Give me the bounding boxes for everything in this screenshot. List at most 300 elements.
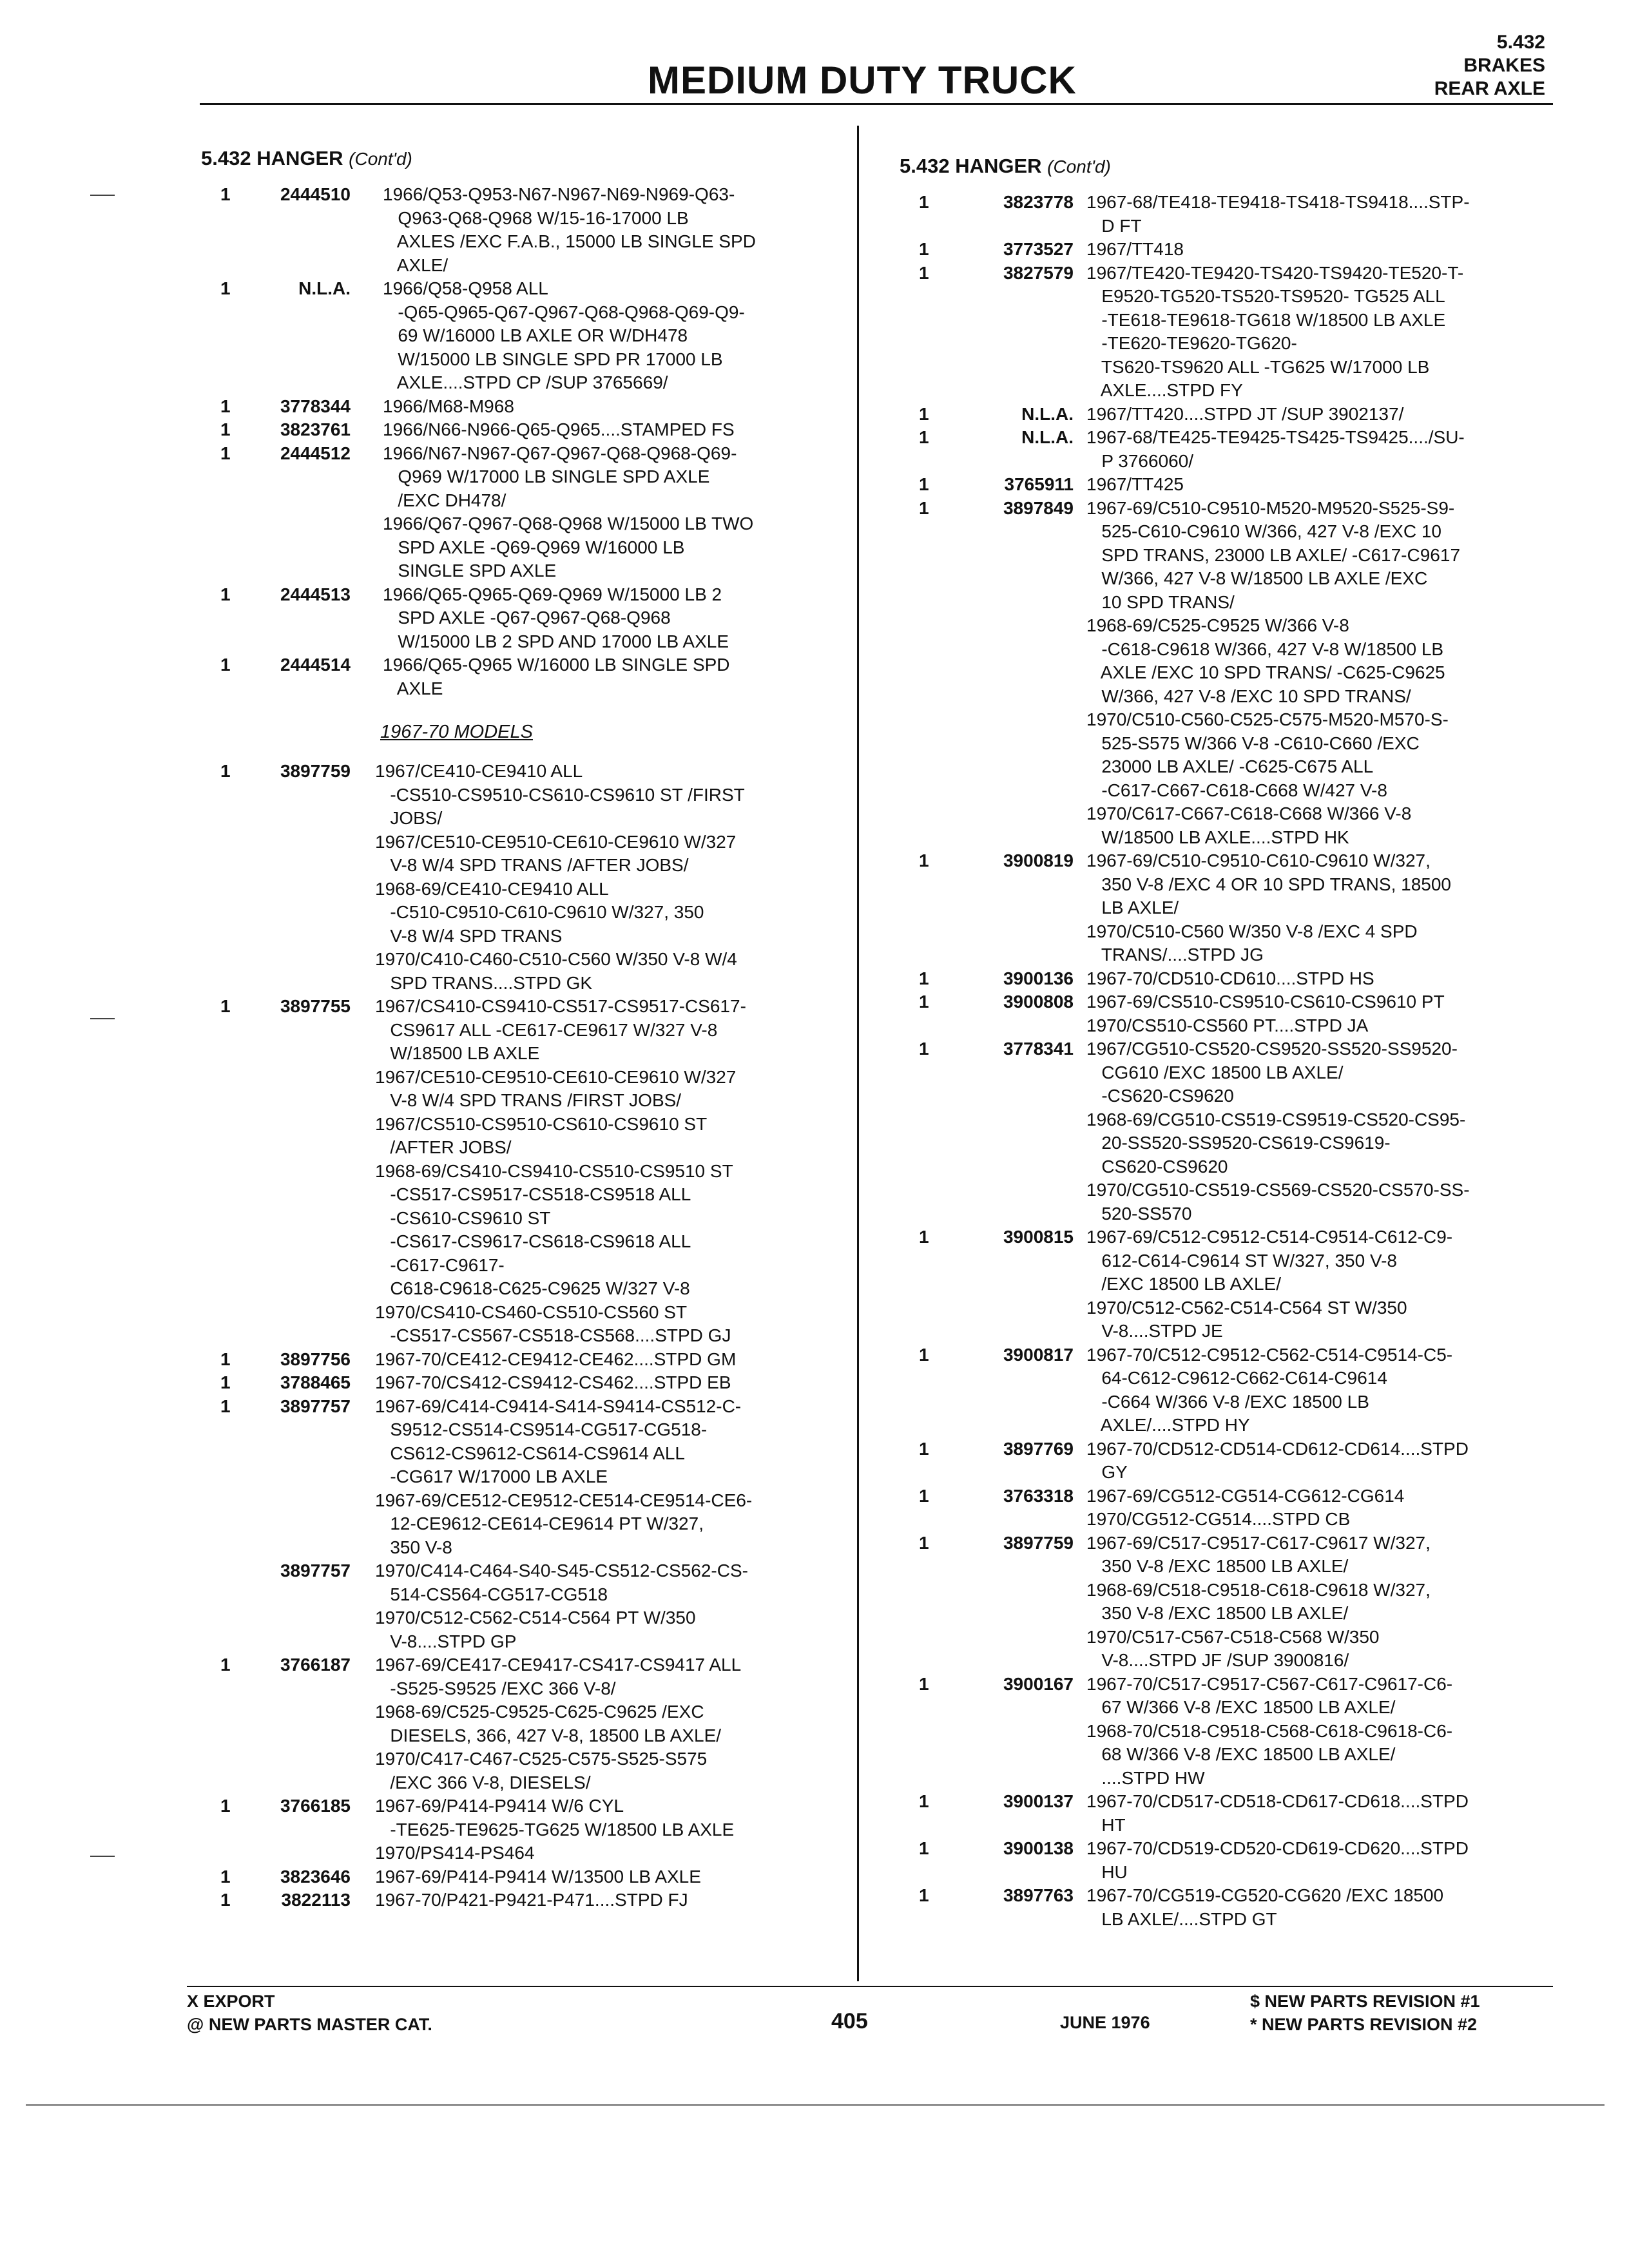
left-parts-list-a (201, 183, 845, 700)
application-line: CS620-CS9620 (1086, 1156, 1228, 1177)
margin-mark (90, 1856, 115, 1857)
part-application (1086, 1343, 1563, 1437)
part-application (1086, 1437, 1563, 1485)
legend-revision-1: $ NEW PARTS REVISION #1 (1250, 1992, 1480, 2011)
models-subheading-text: 1967-70 MODELS (380, 722, 533, 742)
part-qty: 1 (220, 419, 231, 439)
application-line: 1970/C510-C560 W/350 V-8 /EXC 4 SPD (1086, 921, 1418, 941)
application-line: 69 W/16000 LB AXLE OR W/DH478 (383, 325, 688, 345)
left-heading-cont: (Cont'd) (349, 149, 412, 169)
application-line: 1967-70/C512-C9512-C562-C514-C9514-C5- (1086, 1344, 1453, 1365)
part-application (1086, 1790, 1563, 1837)
part-application (383, 583, 845, 654)
legend-revision-2: * NEW PARTS REVISION #2 (1250, 2015, 1478, 2034)
application-line: 1967-69/CE417-CE9417-CS417-CS9417 ALL (375, 1655, 742, 1675)
part-qty: 1 (220, 1796, 231, 1816)
legend-left (187, 1990, 432, 2036)
application-line: 1966/Q58-Q958 ALL (383, 278, 548, 298)
application-line: /EXC 366 V-8, DIESELS/ (375, 1772, 591, 1792)
application-line: GY (1086, 1462, 1128, 1482)
application-line: 1967-69/P414-P9414 W/13500 LB AXLE (375, 1866, 701, 1887)
bottom-rule (26, 2104, 1605, 2106)
application-line: /EXC DH478/ (383, 490, 506, 510)
part-number: 3763318 (1003, 1485, 1074, 1506)
application-line: SPD TRANS....STPD GK (375, 972, 593, 993)
part-entry (201, 995, 845, 1348)
application-line: 1967/CE410-CE9410 ALL (375, 761, 583, 781)
footer-rule (187, 1986, 1553, 1987)
part-application (383, 395, 845, 419)
application-line: 1967-69/C414-C9414-S414-S9414-CS512-C- (375, 1396, 742, 1416)
application-line: 12-CE9612-CE614-CE9614 PT W/327, (375, 1514, 704, 1533)
application-line: 1970/CS410-CS460-CS510-CS560 ST (375, 1302, 688, 1322)
part-number: 3897763 (1003, 1885, 1074, 1905)
application-line: 1966/Q67-Q967-Q68-Q968 W/15000 LB TWO (383, 514, 754, 533)
application-line: 20-SS520-SS9520-CS619-CS9619- (1086, 1133, 1391, 1153)
section-number: 5.432 (1496, 32, 1545, 53)
section-subgroup: REAR AXLE (1434, 78, 1545, 99)
revision-date: JUNE 1976 (1060, 2013, 1150, 2032)
application-line: 1970/C414-C464-S40-S45-CS512-CS562-CS- (375, 1561, 748, 1581)
application-line: -C617-C667-C618-C668 W/427 V-8 (1086, 780, 1387, 800)
part-application (383, 653, 845, 700)
part-qty: 1 (919, 427, 929, 447)
part-number: 3897755 (280, 996, 351, 1016)
application-line: 1967-69/CE512-CE9512-CE514-CE9514-CE6- (375, 1490, 753, 1510)
part-entry (900, 1837, 1563, 1884)
application-line: 1967/CE510-CE9510-CE610-CE9610 W/327 (375, 831, 737, 852)
application-line: 1970/C517-C567-C518-C568 W/350 (1086, 1626, 1380, 1647)
part-entry (900, 1225, 1563, 1343)
application-line: 350 V-8 (375, 1537, 452, 1557)
part-entry (900, 238, 1563, 262)
part-entry (201, 1371, 845, 1395)
application-line: 1967-70/CG519-CG520-CG620 /EXC 18500 (1086, 1885, 1444, 1905)
application-line: AXLE/....STPD HY (1086, 1415, 1250, 1435)
part-entry (900, 1790, 1563, 1837)
part-entry (900, 403, 1563, 427)
legend-master-cat: @ NEW PARTS MASTER CAT. (187, 2015, 432, 2034)
application-line: 10 SPD TRANS/ (1086, 591, 1235, 612)
application-line: -CS517-CS9517-CS518-CS9518 ALL (375, 1184, 691, 1204)
application-line: V-8....STPD GP (375, 1631, 517, 1651)
part-qty: 1 (919, 1485, 929, 1506)
application-line: -C618-C9618 W/366, 427 V-8 W/18500 LB (1086, 639, 1444, 659)
application-line: W/15000 LB 2 SPD AND 17000 LB AXLE (383, 631, 729, 651)
application-line: 1967/CS410-CS9410-CS517-CS9517-CS617- (375, 996, 746, 1016)
application-line: 68 W/366 V-8 /EXC 18500 LB AXLE/ (1086, 1744, 1396, 1764)
application-line: V-8 W/4 SPD TRANS (375, 925, 563, 946)
part-application (1086, 497, 1563, 850)
part-entry (201, 183, 845, 277)
application-line: AXLE/ (383, 255, 448, 275)
part-qty: 1 (919, 1673, 929, 1694)
application-line: W/18500 LB AXLE (375, 1043, 540, 1063)
part-number: 2444514 (280, 655, 351, 675)
application-line: P 3766060/ (1086, 450, 1194, 471)
part-application (1086, 473, 1563, 497)
legend-right (1250, 1990, 1480, 2036)
part-qty: 1 (220, 278, 231, 298)
left-column (201, 147, 845, 1912)
part-qty: 1 (220, 996, 231, 1016)
part-qty: 1 (220, 584, 231, 604)
part-number: 3827579 (1003, 262, 1074, 283)
part-entry (900, 1037, 1563, 1225)
application-line: SPD TRANS, 23000 LB AXLE/ -C617-C9617 (1086, 544, 1461, 565)
application-line: -TE618-TE9618-TG618 W/18500 LB AXLE (1086, 309, 1446, 330)
application-line: 64-C612-C9612-C662-C614-C9614 (1086, 1368, 1387, 1388)
part-number: 3778344 (280, 396, 351, 416)
part-qty: 1 (220, 761, 231, 781)
part-application (1086, 1837, 1563, 1884)
application-line: C618-C9618-C625-C9625 W/327 V-8 (375, 1278, 690, 1298)
application-line: 1968-70/C518-C9518-C568-C618-C9618-C6- (1086, 1720, 1453, 1741)
application-line: -C510-C9510-C610-C9610 W/327, 350 (375, 902, 704, 922)
part-application (375, 1348, 845, 1372)
part-number: 3897849 (1003, 497, 1074, 518)
application-line: 514-CS564-CG517-CG518 (375, 1584, 608, 1604)
application-line: V-8 W/4 SPD TRANS /AFTER JOBS/ (375, 855, 689, 875)
application-line: 1968-69/C525-C9525 W/366 V-8 (1086, 615, 1349, 635)
models-subheading (201, 713, 845, 751)
application-line: 1970/PS414-PS464 (375, 1843, 535, 1863)
application-line: 1970/C417-C467-C525-C575-S525-S575 (375, 1749, 708, 1769)
part-qty: 1 (220, 655, 231, 675)
part-qty: 1 (220, 1372, 231, 1392)
part-number: 3900138 (1003, 1838, 1074, 1858)
application-line: 1967-70/CE412-CE9412-CE462....STPD GM (375, 1349, 737, 1369)
application-line: 1967-70/CD510-CD610....STPD HS (1086, 968, 1374, 988)
part-application (375, 760, 845, 995)
application-line: W/366, 427 V-8 W/18500 LB AXLE /EXC (1086, 568, 1428, 588)
application-line: /AFTER JOBS/ (375, 1137, 512, 1157)
part-entry (201, 653, 845, 700)
application-line: SPD AXLE -Q67-Q967-Q68-Q968 (383, 608, 671, 628)
application-line: AXLE....STPD CP /SUP 3765669/ (383, 372, 668, 392)
margin-mark (90, 1018, 115, 1019)
application-line: 1968-69/CE410-CE9410 ALL (375, 878, 609, 899)
part-qty: 1 (919, 1838, 929, 1858)
application-line: AXLE....STPD FY (1086, 380, 1243, 400)
application-line: 1967/CS510-CS9510-CS610-CS9610 ST (375, 1113, 708, 1134)
part-entry (900, 1437, 1563, 1485)
part-application (1086, 1532, 1563, 1673)
application-line: 1966/N66-N966-Q65-Q965....STAMPED FS (383, 419, 735, 439)
application-line: V-8....STPD JE (1086, 1321, 1223, 1341)
part-qty: 1 (220, 1349, 231, 1369)
application-line: -C664 W/366 V-8 /EXC 18500 LB (1086, 1391, 1369, 1412)
application-line: 1967/CG510-CS520-CS9520-SS520-SS9520- (1086, 1039, 1458, 1059)
part-entry (900, 1485, 1563, 1532)
application-line: 1967-70/CD519-CD520-CD619-CD620....STPD (1086, 1838, 1469, 1858)
right-heading-text: 5.432 HANGER (900, 155, 1042, 177)
part-number: 3897769 (1003, 1438, 1074, 1459)
part-number: 3900136 (1003, 968, 1074, 988)
part-number: 3900167 (1003, 1673, 1074, 1694)
application-line: 67 W/366 V-8 /EXC 18500 LB AXLE/ (1086, 1697, 1396, 1717)
column-divider (857, 126, 859, 1981)
application-line: LB AXLE/....STPD GT (1086, 1908, 1277, 1929)
application-line: 1970/C410-C460-C510-C560 W/350 V-8 W/4 (375, 949, 737, 969)
application-line: 1966/Q65-Q965-Q69-Q969 W/15000 LB 2 (383, 584, 722, 604)
application-line: 1968-69/C518-C9518-C618-C9618 W/327, (1086, 1579, 1431, 1600)
part-entry (201, 1559, 845, 1653)
part-qty: 1 (919, 1885, 929, 1905)
application-line: 1967-69/C510-C9510-C610-C9610 W/327, (1086, 850, 1431, 870)
part-number: N.L.A. (1021, 427, 1074, 447)
application-line: TS620-TS9620 ALL -TG625 W/17000 LB (1086, 356, 1430, 377)
part-application (1086, 262, 1563, 403)
part-entry (900, 473, 1563, 497)
part-application (1086, 426, 1563, 473)
part-entry (201, 1888, 845, 1912)
part-number: 3765911 (1004, 474, 1074, 494)
section-label (1434, 31, 1545, 101)
part-entry (201, 1653, 845, 1794)
part-entry (900, 1532, 1563, 1673)
application-line: Q963-Q68-Q968 W/15-16-17000 LB (383, 207, 689, 228)
application-line: 1967-68/TE418-TE9418-TS418-TS9418....STP- (1086, 192, 1470, 212)
application-line: 1967-69/CS510-CS9510-CS610-CS9610 PT (1086, 992, 1445, 1012)
part-qty: 1 (220, 396, 231, 416)
part-qty: 1 (919, 992, 929, 1012)
part-entry (900, 849, 1563, 967)
part-qty: 1 (220, 443, 231, 463)
part-application (383, 442, 845, 583)
application-line: LB AXLE/ (1086, 898, 1179, 918)
application-line: ....STPD HW (1086, 1767, 1205, 1788)
application-line: -CS620-CS9620 (1086, 1086, 1234, 1106)
part-number: 3897757 (280, 1561, 351, 1581)
application-line: 1967-69/CG512-CG514-CG612-CG614 (1086, 1485, 1405, 1506)
part-application (1086, 1485, 1563, 1532)
part-qty: 1 (919, 403, 929, 424)
application-line: -CS617-CS9617-CS618-CS9618 ALL (375, 1231, 691, 1251)
part-number: 3822113 (281, 1890, 351, 1910)
part-application (1086, 191, 1563, 238)
part-entry (201, 1865, 845, 1889)
application-line: -CS517-CS567-CS518-CS568....STPD GJ (375, 1325, 731, 1345)
application-line: 1968-69/C525-C9525-C625-C9625 /EXC (375, 1702, 704, 1722)
part-entry (900, 1673, 1563, 1791)
application-line: SPD AXLE -Q69-Q969 W/16000 LB (383, 537, 685, 557)
part-qty: 1 (919, 262, 929, 283)
application-line: 612-C614-C9614 ST W/327, 350 V-8 (1086, 1250, 1397, 1271)
part-application (375, 1559, 845, 1653)
application-line: 1967-68/TE425-TE9425-TS425-TS9425..../SU- (1086, 427, 1465, 447)
application-line: V-8....STPD JF /SUP 3900816/ (1086, 1650, 1349, 1670)
application-line: 1966/Q53-Q953-N67-N967-N69-N969-Q63- (383, 184, 735, 204)
part-qty: 1 (919, 850, 929, 870)
application-line: 1970/C510-C560-C525-C575-M520-M570-S- (1086, 709, 1449, 729)
part-qty: 1 (220, 1655, 231, 1675)
part-entry (900, 497, 1563, 850)
part-entry (201, 760, 845, 995)
part-application (375, 1888, 845, 1912)
part-number: N.L.A. (298, 278, 351, 298)
part-number: 3897756 (280, 1349, 351, 1369)
part-application (375, 1865, 845, 1889)
section-group: BRAKES (1463, 55, 1545, 76)
part-number: 2444510 (280, 184, 351, 204)
part-qty: 1 (919, 1344, 929, 1365)
application-line: 1970/C512-C562-C514-C564 ST W/350 (1086, 1297, 1407, 1318)
application-line: -TE620-TE9620-TG620- (1086, 333, 1297, 353)
right-column (900, 155, 1563, 1931)
part-qty: 1 (919, 239, 929, 259)
application-line: JOBS/ (375, 808, 443, 828)
part-number: 3788465 (280, 1372, 351, 1392)
part-application (375, 995, 845, 1348)
part-number: 3897757 (280, 1396, 351, 1416)
application-line: 1966/M68-M968 (383, 396, 514, 416)
application-line: -C617-C9617- (375, 1254, 505, 1275)
part-qty: 1 (220, 1890, 231, 1910)
application-line: CS9617 ALL -CE617-CE9617 W/327 V-8 (375, 1019, 718, 1040)
part-qty: 1 (919, 1227, 929, 1247)
application-line: TRANS/....STPD JG (1086, 945, 1264, 965)
part-entry (201, 418, 845, 442)
part-qty: 1 (919, 1532, 929, 1553)
part-number: 3766185 (280, 1796, 351, 1816)
part-application (383, 418, 845, 442)
part-number: 3766187 (280, 1655, 351, 1675)
application-line: 520-SS570 (1086, 1203, 1192, 1224)
application-line: 1967/TT420....STPD JT /SUP 3902137/ (1086, 403, 1404, 424)
right-heading-cont: (Cont'd) (1047, 157, 1111, 177)
part-application (1086, 1037, 1563, 1225)
part-application (375, 1653, 845, 1794)
application-line: HU (1086, 1861, 1128, 1882)
application-line: 350 V-8 /EXC 18500 LB AXLE/ (1086, 1603, 1349, 1623)
part-application (375, 1371, 845, 1395)
part-application (1086, 238, 1563, 262)
application-line: D FT (1086, 215, 1142, 236)
application-line: 1967/TT418 (1086, 239, 1184, 259)
part-number: 3900137 (1003, 1791, 1074, 1811)
application-line: -TE625-TE9625-TG625 W/18500 LB AXLE (375, 1819, 735, 1840)
application-line: AXLE /EXC 10 SPD TRANS/ -C625-C9625 (1086, 662, 1445, 682)
part-number: 3900808 (1003, 992, 1074, 1012)
part-entry (201, 1395, 845, 1560)
header-rule (200, 103, 1553, 105)
part-qty: 1 (220, 184, 231, 204)
margin-mark (90, 195, 115, 196)
application-line: 1967/TE420-TE9420-TS420-TS9420-TE520-T- (1086, 262, 1464, 283)
part-application (1086, 1884, 1563, 1931)
part-application (383, 277, 845, 395)
part-entry (900, 426, 1563, 473)
application-line: HT (1086, 1814, 1126, 1835)
part-qty: 1 (919, 1438, 929, 1459)
application-line: -Q65-Q965-Q67-Q967-Q68-Q968-Q69-Q9- (383, 302, 745, 322)
application-line: E9520-TG520-TS520-TS9520- TG525 ALL (1086, 286, 1445, 306)
part-number: 3823646 (280, 1866, 351, 1887)
part-application (375, 1794, 845, 1865)
part-number: 3900817 (1003, 1344, 1074, 1365)
part-qty: 1 (919, 474, 929, 494)
application-line: /EXC 18500 LB AXLE/ (1086, 1274, 1281, 1294)
application-line: Q969 W/17000 LB SINGLE SPD AXLE (383, 466, 710, 486)
part-entry (900, 191, 1563, 238)
application-line: 1970/C512-C562-C514-C564 PT W/350 (375, 1608, 696, 1628)
part-entry (201, 1348, 845, 1372)
part-number: 3900815 (1003, 1227, 1074, 1247)
application-line: 1967-70/CD512-CD514-CD612-CD614....STPD (1086, 1438, 1469, 1459)
part-qty: 1 (919, 192, 929, 212)
part-application (1086, 1673, 1563, 1791)
part-qty: 1 (919, 497, 929, 518)
part-entry (900, 967, 1563, 991)
part-number: 3778341 (1003, 1039, 1074, 1059)
application-line: 1967/TT425 (1086, 474, 1184, 494)
application-line: W/366, 427 V-8 /EXC 10 SPD TRANS/ (1086, 686, 1411, 706)
part-number: 3823761 (280, 419, 351, 439)
part-application (1086, 403, 1563, 427)
part-application (375, 1395, 845, 1560)
legend-export: X EXPORT (187, 1992, 275, 2011)
application-line: -S525-S9525 /EXC 366 V-8/ (375, 1678, 616, 1698)
part-number: 3900819 (1003, 850, 1074, 870)
part-entry (201, 277, 845, 395)
application-line: 1966/N67-N967-Q67-Q967-Q68-Q968-Q69- (383, 443, 737, 463)
application-line: 1967/CE510-CE9510-CE610-CE9610 W/327 (375, 1066, 737, 1087)
part-entry (201, 1794, 845, 1865)
left-section-heading (201, 147, 845, 183)
application-line: -CS610-CS9610 ST (375, 1207, 551, 1228)
application-line: W/15000 LB SINGLE SPD PR 17000 LB (383, 349, 723, 369)
application-line: 1968-69/CG510-CS519-CS9519-CS520-CS95- (1086, 1109, 1466, 1129)
part-qty: 1 (919, 1039, 929, 1059)
part-qty: 1 (919, 968, 929, 988)
application-line: 1967-70/P421-P9421-P471....STPD FJ (375, 1890, 688, 1910)
part-number: 2444512 (280, 443, 351, 463)
left-parts-list-b (201, 760, 845, 1912)
part-application (1086, 967, 1563, 991)
application-line: CG610 /EXC 18500 LB AXLE/ (1086, 1062, 1344, 1082)
right-section-heading (900, 155, 1563, 191)
application-line: 1967-69/C510-C9510-M520-M9520-S525-S9- (1086, 497, 1455, 518)
part-entry (201, 583, 845, 654)
part-number: 3897759 (280, 761, 351, 781)
left-heading-text: 5.432 HANGER (201, 147, 343, 169)
application-line: SINGLE SPD AXLE (383, 561, 557, 581)
application-line: 1967-70/CS412-CS9412-CS462....STPD EB (375, 1372, 731, 1392)
application-line: 1970/C617-C667-C618-C668 W/366 V-8 (1086, 803, 1412, 823)
application-line: CS612-CS9612-CS614-CS9614 ALL (375, 1443, 685, 1463)
part-qty: 1 (919, 1791, 929, 1811)
application-line: 350 V-8 /EXC 18500 LB AXLE/ (1086, 1556, 1349, 1576)
part-entry (900, 1884, 1563, 1931)
application-line: -CS510-CS9510-CS610-CS9610 ST /FIRST (375, 784, 745, 805)
right-parts-list (900, 191, 1563, 1931)
part-number: 3897759 (1003, 1532, 1074, 1553)
application-line: 1967-69/C512-C9512-C514-C9514-C612-C9- (1086, 1227, 1453, 1247)
application-line: 1970/CG512-CG514....STPD CB (1086, 1509, 1351, 1529)
part-application (383, 183, 845, 277)
part-number: 2444513 (280, 584, 351, 604)
application-line: 1966/Q65-Q965 W/16000 LB SINGLE SPD (383, 655, 730, 675)
part-entry (201, 442, 845, 583)
application-line: 525-C610-C9610 W/366, 427 V-8 /EXC 10 (1086, 521, 1441, 541)
part-number: 3823778 (1003, 192, 1074, 212)
application-line: 1970/CG510-CS519-CS569-CS520-CS570-SS- (1086, 1180, 1470, 1200)
application-line: 1970/CS510-CS560 PT....STPD JA (1086, 1015, 1369, 1035)
part-number: 3773527 (1003, 239, 1074, 259)
application-line: S9512-CS514-CS9514-CG517-CG518- (375, 1419, 708, 1439)
part-entry (900, 1343, 1563, 1437)
